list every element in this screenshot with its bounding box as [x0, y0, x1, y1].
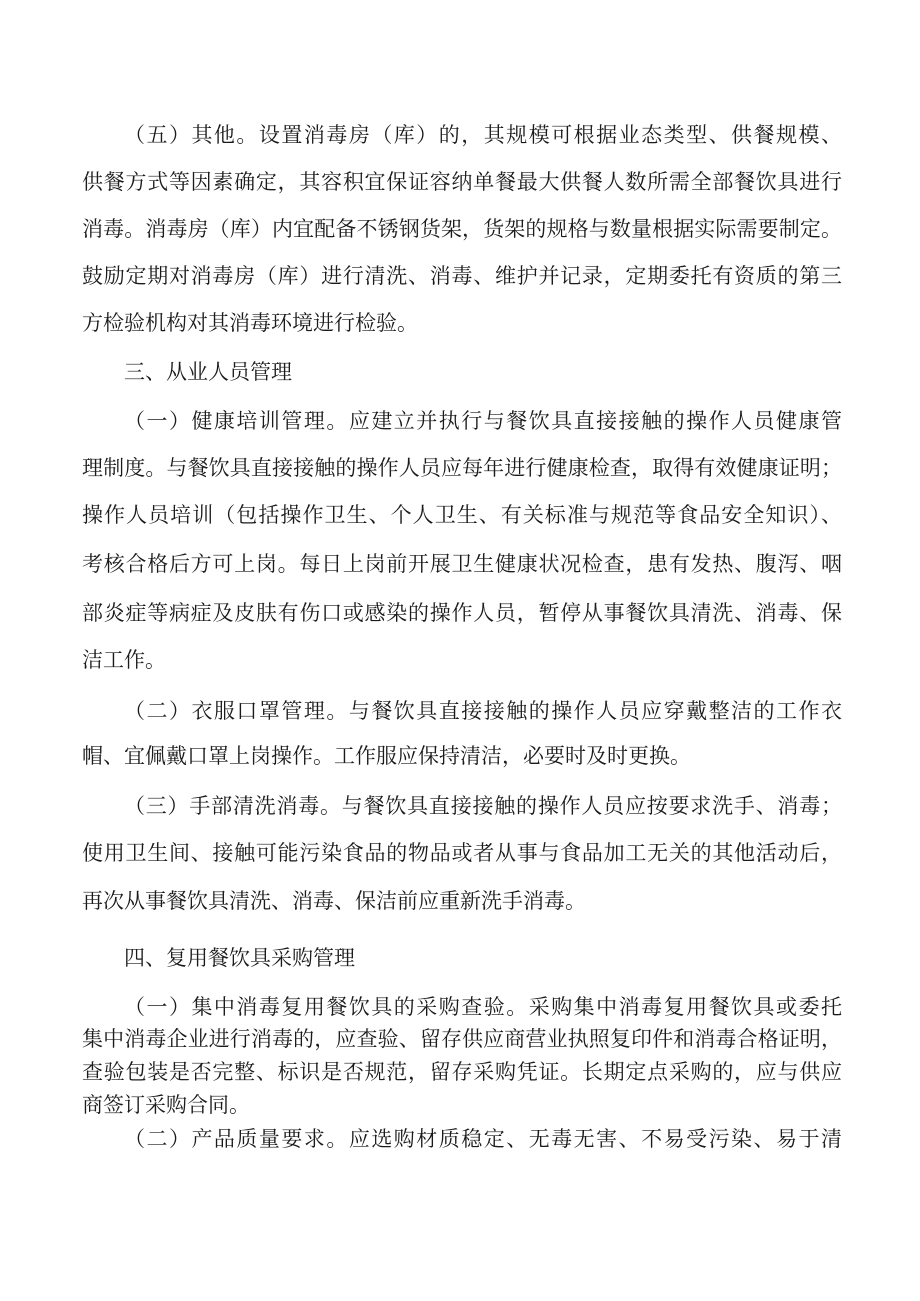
paragraph-line: 鼓励定期对消毒房（库）进行清洗、消毒、维护并记录，定期委托有资质的第三	[82, 264, 842, 288]
paragraph-line: 操作人员培训（包括操作卫生、个人卫生、有关标准与规范等食品安全知识）、	[82, 503, 842, 527]
paragraph-line: 部炎症等病症及皮肤有伤口或感染的操作人员，暂停从事餐饮具清洗、消毒、保	[82, 601, 842, 625]
paragraph-line: 理制度。与餐饮具直接接触的操作人员应每年进行健康检查，取得有效健康证明；	[82, 456, 842, 480]
paragraph-line: （二）衣服口罩管理。与餐饮具直接接触的操作人员应穿戴整洁的工作衣	[124, 699, 842, 723]
paragraph-line: （一）健康培训管理。应建立并执行与餐饮具直接接触的操作人员健康管	[124, 409, 842, 433]
paragraph-line: 使用卫生间、接触可能污染食品的物品或者从事与食品加工无关的其他活动后，	[82, 841, 842, 865]
paragraph-line: 商签订采购合同。	[82, 1093, 250, 1117]
paragraph-line: 帽、宜佩戴口罩上岗操作。工作服应保持清洁，必要时及时更换。	[82, 744, 691, 768]
paragraph-line: 洁工作。	[82, 648, 166, 672]
paragraph-line: 再次从事餐饮具清洗、消毒、保洁前应重新洗手消毒。	[82, 889, 586, 913]
paragraph-line: 方检验机构对其消毒环境进行检验。	[82, 311, 418, 335]
paragraph-line: （一）集中消毒复用餐饮具的采购查验。采购集中消毒复用餐饮具或委托	[124, 995, 842, 1019]
paragraph-line: （三）手部清洗消毒。与餐饮具直接接触的操作人员应按要求洗手、消毒；	[124, 794, 842, 818]
section-heading: 四、复用餐饮具采购管理	[124, 946, 355, 970]
paragraph-line: 查验包装是否完整、标识是否规范，留存采购凭证。长期定点采购的，应与供应	[82, 1060, 842, 1084]
section-heading: 三、从业人员管理	[124, 360, 292, 384]
paragraph-line: （二）产品质量要求。应选购材质稳定、无毒无害、不易受污染、易于清	[124, 1127, 842, 1151]
paragraph-line: 消毒。消毒房（库）内宜配备不锈钢货架，货架的规格与数量根据实际需要制定。	[82, 217, 842, 241]
paragraph-line: 供餐方式等因素确定，其容积宜保证容纳单餐最大供餐人数所需全部餐饮具进行	[82, 170, 842, 194]
paragraph-line: （五）其他。设置消毒房（库）的，其规模可根据业态类型、供餐规模、	[124, 123, 842, 147]
paragraph-line: 集中消毒企业进行消毒的，应查验、留存供应商营业执照复印件和消毒合格证明，	[82, 1027, 842, 1051]
paragraph-line: 考核合格后方可上岗。每日上岗前开展卫生健康状况检查，患有发热、腹泻、咽	[82, 552, 842, 576]
